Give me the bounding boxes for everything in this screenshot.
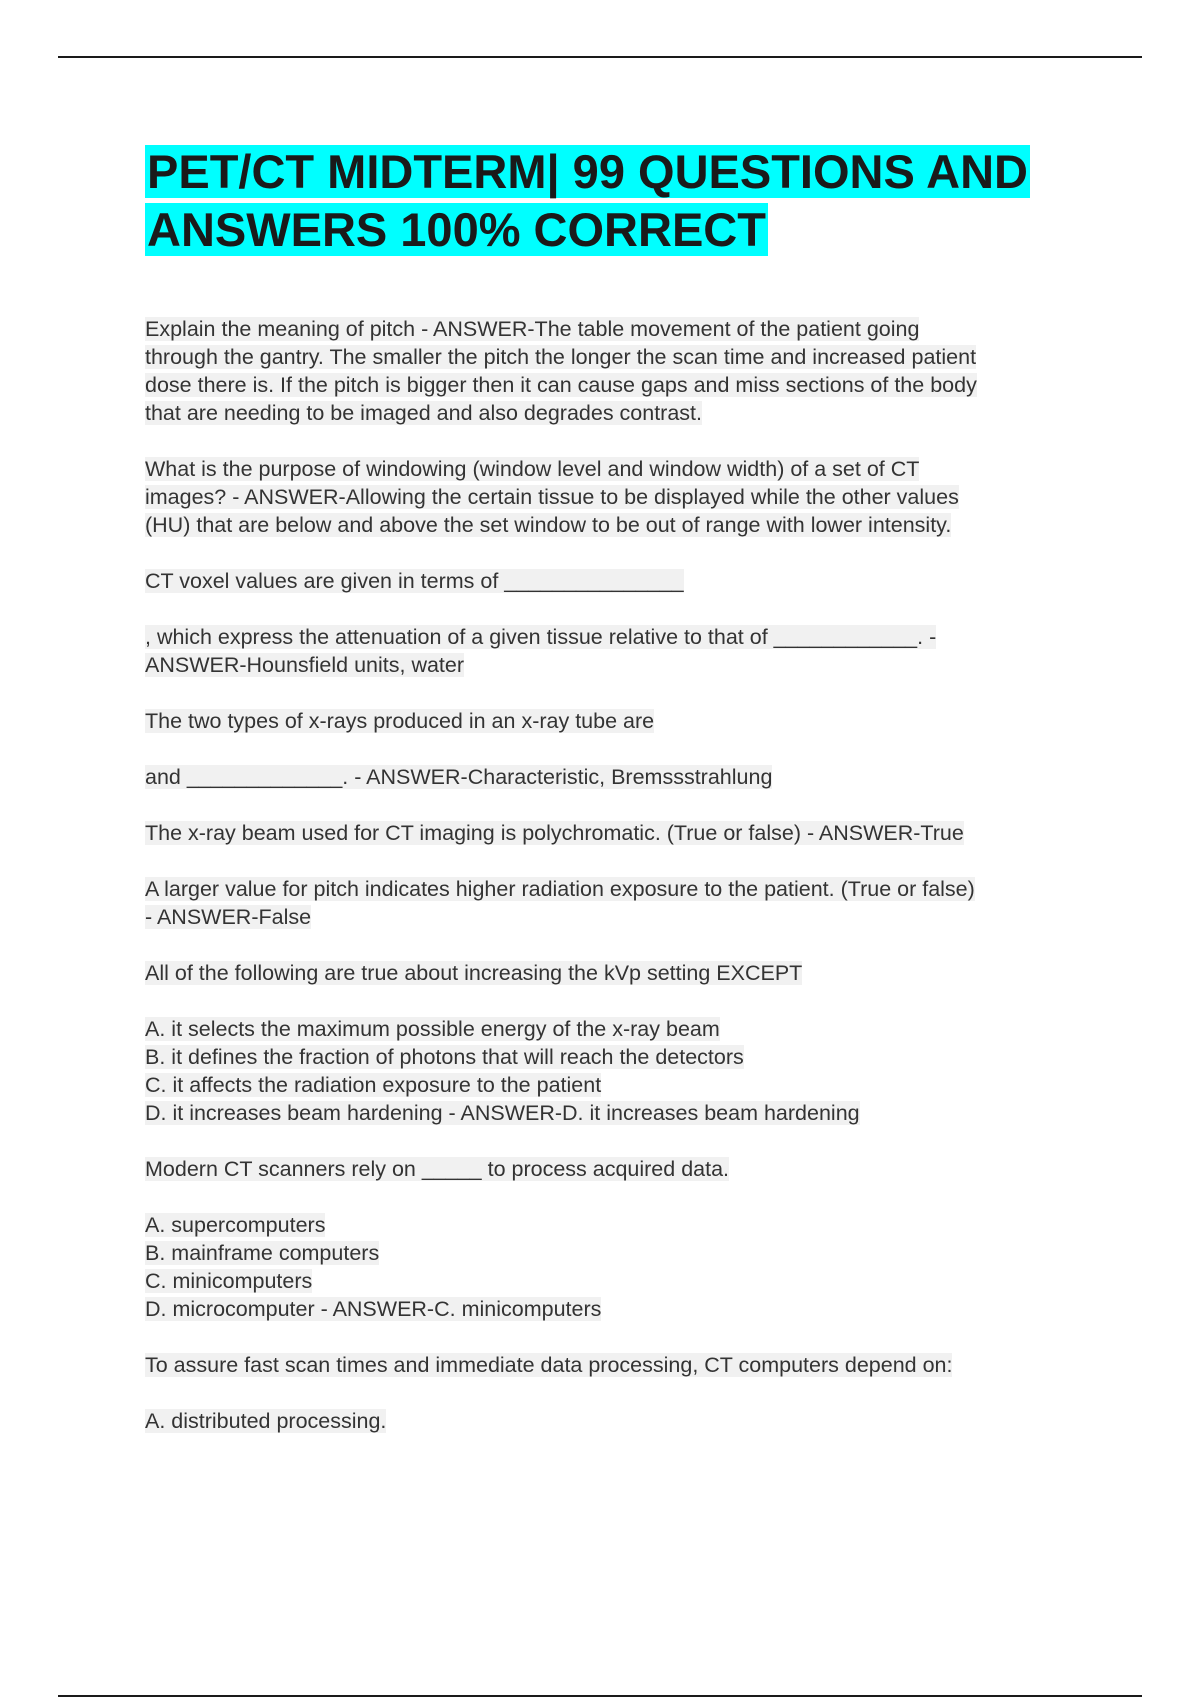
title-line-2: ANSWERS 100% CORRECT — [147, 203, 766, 256]
paragraph-line: B. mainframe computers — [145, 1241, 380, 1265]
top-rule — [58, 56, 1142, 58]
paragraph-line: Modern CT scanners rely on _____ to process acquired data. — [145, 1157, 730, 1181]
document-body — [145, 143, 1085, 1463]
paragraph-line: B. it defines the fraction of photons that will reach the detectors — [145, 1045, 744, 1069]
paragraph-line: D. it increases beam hardening - ANSWER-D. it increases beam hardening — [145, 1101, 860, 1125]
qa-paragraph — [145, 1407, 1085, 1435]
paragraph-line: The x-ray beam used for CT imaging is polychromatic. (True or false) - ANSWER-True — [145, 821, 964, 845]
paragraph-line: Explain the meaning of pitch - ANSWER-The table movement of the patient going — [145, 317, 920, 341]
qa-paragraph — [145, 567, 1085, 595]
document-title — [145, 143, 1085, 259]
qa-paragraph — [145, 1351, 1085, 1379]
paragraph-line: D. microcomputer - ANSWER-C. minicomputers — [145, 1297, 602, 1321]
paragraph-line: The two types of x-rays produced in an x-ray tube are — [145, 709, 655, 733]
qa-paragraph — [145, 707, 1085, 735]
paragraph-line: What is the purpose of windowing (window level and window width) of a set of CT — [145, 457, 920, 481]
paragraph-line: , which express the attenuation of a given tissue relative to that of ____________. - — [145, 625, 937, 649]
qa-paragraph — [145, 959, 1085, 987]
paragraph-line: and _____________. - ANSWER-Characteristic, Bremssstrahlung — [145, 765, 773, 789]
paragraph-line: images? - ANSWER-Allowing the certain tissue to be displayed while the other values — [145, 485, 959, 509]
paragraph-line: through the gantry. The smaller the pitch the longer the scan time and increased patient — [145, 345, 977, 369]
qa-paragraph — [145, 1211, 1085, 1323]
paragraph-line: CT voxel values are given in terms of _______________ — [145, 569, 684, 593]
paragraph-line: A. it selects the maximum possible energy of the x-ray beam — [145, 1017, 720, 1041]
paragraph-line: To assure fast scan times and immediate data processing, CT computers depend on: — [145, 1353, 953, 1377]
paragraph-line: (HU) that are below and above the set window to be out of range with lower intensity. — [145, 513, 952, 537]
paragraph-line: C. it affects the radiation exposure to the patient — [145, 1073, 602, 1097]
paragraph-line: ANSWER-Hounsfield units, water — [145, 653, 465, 677]
paragraph-line: C. minicomputers — [145, 1269, 313, 1293]
title-line-1: PET/CT MIDTERM| 99 QUESTIONS AND — [147, 145, 1028, 198]
qa-paragraph — [145, 623, 1085, 679]
bottom-rule — [58, 1695, 1142, 1697]
qa-paragraph — [145, 455, 1085, 539]
paragraph-line: A larger value for pitch indicates higher radiation exposure to the patient. (True or false) — [145, 877, 975, 901]
qa-paragraph — [145, 1015, 1085, 1127]
qa-paragraph — [145, 875, 1085, 931]
paragraph-line: All of the following are true about increasing the kVp setting EXCEPT — [145, 961, 803, 985]
qa-paragraph — [145, 1155, 1085, 1183]
paragraph-line: A. supercomputers — [145, 1213, 326, 1237]
qa-paragraph — [145, 763, 1085, 791]
paragraph-line: A. distributed processing. — [145, 1409, 387, 1433]
qa-list — [145, 315, 1085, 1435]
paragraph-line: - ANSWER-False — [145, 905, 312, 929]
paragraph-line: dose there is. If the pitch is bigger then it can cause gaps and miss sections of the body — [145, 373, 977, 397]
qa-paragraph — [145, 315, 1085, 427]
paragraph-line: that are needing to be imaged and also degrades contrast. — [145, 401, 702, 425]
qa-paragraph — [145, 819, 1085, 847]
